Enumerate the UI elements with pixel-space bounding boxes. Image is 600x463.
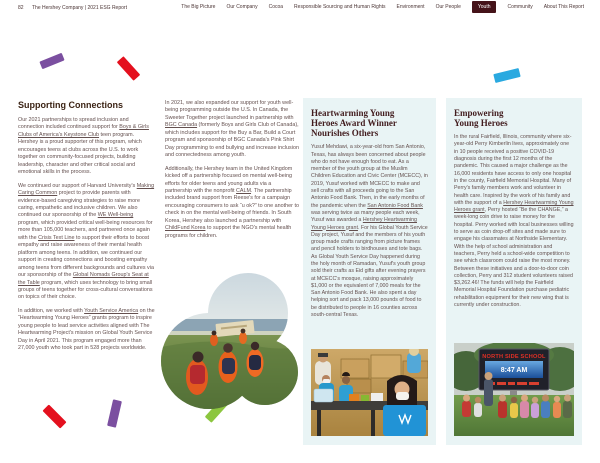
nav-item-about-this-report[interactable]: About This Report — [543, 4, 584, 10]
text-link[interactable]: ChildFund Korea — [165, 225, 206, 232]
text-link[interactable]: Hershey Heartwarming Young Heroes grant — [454, 199, 574, 214]
paragraph: In 2021, we also expanded our support for youth well-being programming outside the U.S. In Canada, the Sweeter Together project launched in partnership with BGC Canada (formerly Boys and Girls Club of Canada), which includes support for the Buy a Bar, Build a Court program and sponsorship of BGC Canada's Pink Shirt Day programming to end bullying and increase inclusion and connectedness among youth. — [165, 100, 299, 159]
page-number: 82 — [18, 5, 24, 11]
text-link[interactable]: Crisis Text Line — [38, 234, 75, 241]
nav-item-community[interactable]: Community — [507, 4, 533, 10]
text-link[interactable]: Hershey Heartwarming Young Heroes grant — [311, 217, 417, 231]
confetti-red-top — [117, 56, 140, 81]
text-link[interactable]: Youth Service America — [84, 307, 139, 314]
paragraph: Yusuf Mehdawi, a six-year-old from San Antonio, Texas, has always been concerned about people who do not have enough food to eat. As a member of the youth group at the Muslim Children Education and Civic Center (MCECC), in 2019, Yusuf worked with MCECC to make and sell crafts with all proceeds going to the San Antonio Food Bank. Then, in the early months of the pandemic when the San Antonio Food Bank was serving twice as many people each week, Yusuf was awarded a Hershey Heartwarming Young Heroes grant. For his Global Youth Service Day project, Yusuf and the members of his youth group made crafts ranging from picture frames and pencil holders to birdhouses and tote bags. As Global Youth Service Day happened during the holy month of Ramadan, Yusuf's youth group sold their crafts as Eid gifts after evening prayers at MCECC's mosque, raising approximately $1,000 or the equivalent of 7,000 meals for the San Antonio Food Bank. He also spent a day helping sort and pack 13,000 pounds of food to be distributed to people in 16 counties across south-central Texas. — [311, 144, 428, 319]
feature-box-empowering-young-heroes — [446, 98, 582, 445]
text-link[interactable]: Making Caring Common — [18, 182, 155, 197]
paragraph: In addition, we worked with Youth Service America on the “Heartwarming Young Heroes” grants program to inspire young people to lead service activities aligned with The Heartwarming Project's mission on Global Youth Service Day in April 2021. This program engaged more than 27,000 youth who took part in 528 projects worldwide. — [18, 307, 155, 352]
sign-time-text: 8:47 AM — [500, 367, 528, 374]
report-title: The Hershey Company | 2021 ESG Report — [32, 5, 127, 11]
nav-item-responsible-sourcing[interactable]: Responsible Sourcing and Human Rights — [294, 4, 386, 10]
paragraph: In the rural Fairfield, Illinois, community where six-year-old Perry Kimberlin lives, approximately one in 10 people received a positive COVID-19 diagnosis during the first 12 months of the pandemic. This caused a major challenge as the 16,000 residents have access to only one hospital in the county, Fairfield Memorial Hospital. Many of Perry's family members work and volunteer in health care. Inspired by the work of his family and with the support of a Hershey Heartwarming Young Heroes grant, Perry hosted “Be the CHANGE,” a week-long coin drive to raise money for the hospital. Perry worked with local businesses willing to serve as coin drop-off sites and made sure to engage his classmates at Northside Elementary. With the help of school administration and teachers, Perry held a school-wide competition to see which classroom could raise the most money. Between these initiatives and a door-to-door coin collection, Perry and 312 student volunteers raised $3,262.46! The funds will help the Fairfield Memorial Hospital Foundation purchase pediatric rehabilitation equipment for their new wing that is currently under construction. — [454, 134, 574, 308]
sign-name-text: NORTH SIDE SCHOOL — [482, 354, 546, 360]
confetti-blue-right — [493, 68, 520, 83]
nav-item-cocoa[interactable]: Cocoa — [268, 4, 284, 10]
text-link[interactable]: WE Well-being — [97, 212, 134, 219]
column-international-programs — [165, 100, 299, 246]
confetti-purple-top — [39, 53, 64, 69]
confetti-purple-bottom — [107, 399, 122, 427]
feature-box-heartwarming-award — [303, 98, 436, 445]
paragraph: We continued our support of Harvard University's Making Caring Common project to provide parents with evidence-based caregiving strategies to raise more caring, empathetic and inclusive children. We also continued our sponsorship of the WE Well-being program, which provided critical well-being resources for more than 105,000 teachers, and partnered once again with the Crisis Text Line to support their efforts to boost empathy and raise awareness of their mental health platform among teens. In addition, we continued our support in creating connections and boosting empathy among teens from different backgrounds and cultures via our sponsorship of the Global Nomads Group's Seat at the Table program, which uses technology to bring small groups of teens together for cross-cultural conversations on topics of their choice. — [18, 182, 155, 301]
paragraph: Our 2021 partnerships to spread inclusion and connection included continued support for Boys & Girls Clubs of America's Keystone Club teen program. Hershey is a proud supporter of this program, which encourages teens at clubs across the U.S. to work together on community-focused projects, building leadership, character and other critical social and emotional skills in the process. — [18, 117, 149, 176]
paragraph: Additionally, the Hershey team in the United Kingdom kicked off a partnership focused on mental well-being efforts for older teens and young adults via a partnership with the nonprofit CALM. The partnership included brand support from Reese's for a campaign encouraging consumers to ask “u ok?” to one another to check in on the mental well-being of friends. In South Korea, Hershey also launched a partnership with ChildFund Korea to support the NGO's mental health programs for children. — [165, 165, 299, 239]
feature-heading: Empowering Young Heroes — [454, 108, 508, 129]
nav-item-youth-active[interactable]: Youth — [472, 1, 497, 13]
top-nav-bar — [0, 0, 600, 17]
text-link[interactable]: San Antonio Food Bank — [367, 202, 423, 209]
feature-heading: Heartwarming Young Heroes Award Winner Nourishes Others — [311, 108, 397, 139]
nav-item-the-big-picture[interactable]: The Big Picture — [181, 4, 216, 10]
nav-item-our-company[interactable]: Our Company — [226, 4, 258, 10]
text-link[interactable]: Boys & Girls Clubs of America's Keystone Club — [18, 124, 149, 138]
food-bank-photo — [311, 349, 428, 436]
nav-item-our-people[interactable]: Our People — [435, 4, 461, 10]
hikers-blob-photo — [161, 267, 303, 414]
column-supporting-connections — [18, 100, 155, 359]
section-heading: Supporting Connections — [18, 100, 123, 110]
school-sign-photo — [454, 343, 574, 436]
nav-item-environment[interactable]: Environment — [396, 4, 425, 10]
main-nav — [181, 1, 584, 13]
confetti-red-bottom — [42, 404, 66, 428]
text-link[interactable]: Global Nomads Group's Seat at the Table — [18, 272, 149, 286]
text-link[interactable]: BGC Canada — [165, 122, 198, 129]
text-link[interactable]: CALM — [236, 187, 252, 194]
